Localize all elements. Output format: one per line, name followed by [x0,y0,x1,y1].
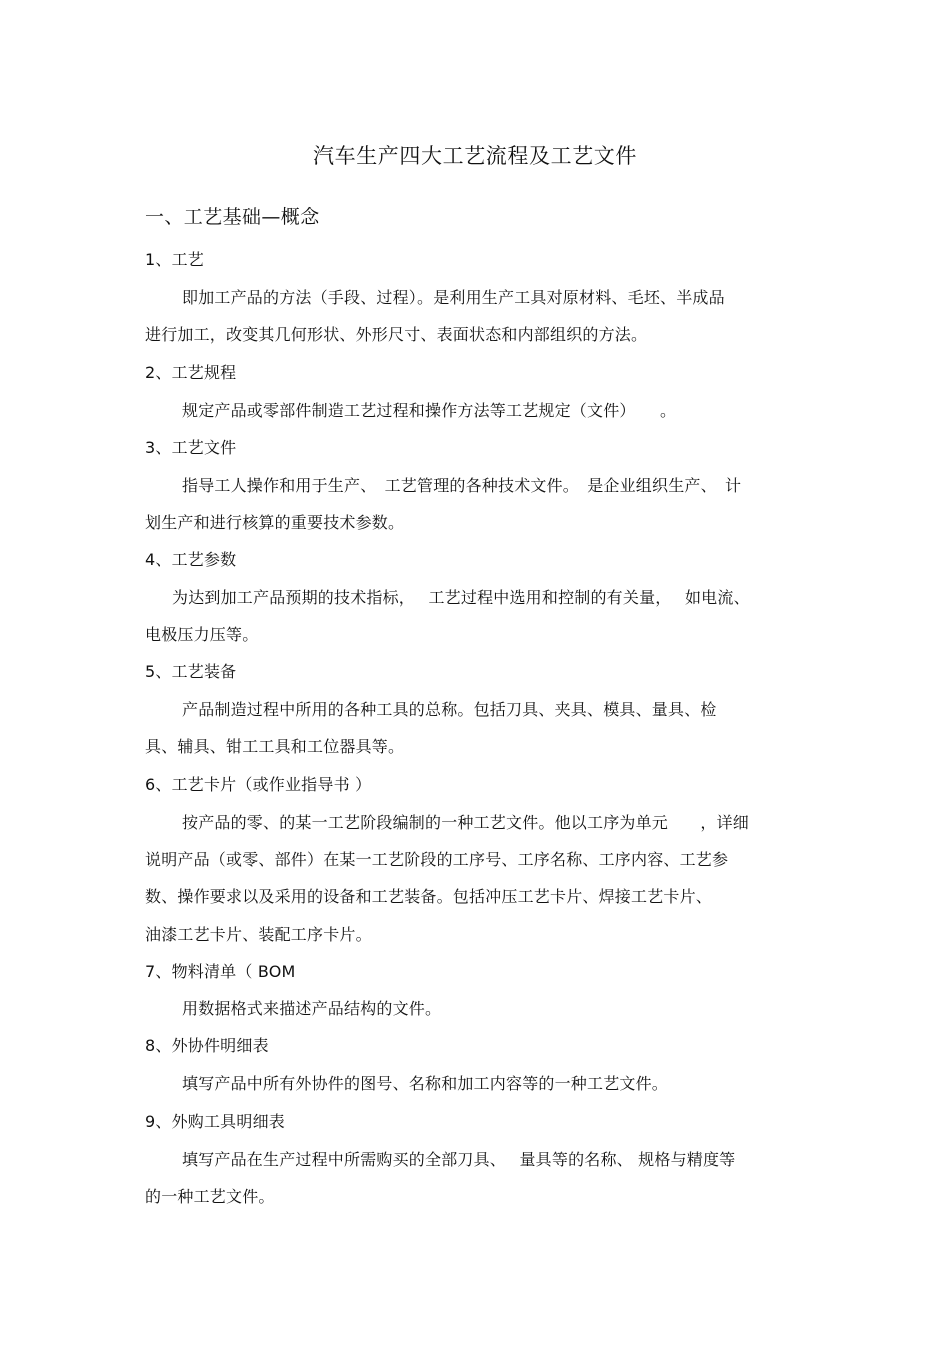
section-heading: 一、工艺基础—概念 [145,206,320,228]
item-text-line: 产品制造过程中所用的各种工具的总称。包括刀具、夹具、模具、量具、检 [182,700,717,719]
item-text-line: 规定产品或零部件制造工艺过程和操作方法等工艺规定（文件） 。 [182,401,677,420]
item-heading: 5、工艺装备 [145,662,237,681]
item-heading: 6、工艺卡片（或作业指导书 ） [145,775,372,794]
item-text-line: 电极压力压等。 [145,625,259,644]
item-heading: 2、工艺规程 [145,363,237,382]
item-heading: 1、工艺 [145,250,204,269]
item-text-line: 的一种工艺文件。 [145,1187,275,1206]
item-text-line: 填写产品在生产过程中所需购买的全部刀具、 量具等的名称、 规格与精度等 [182,1150,736,1169]
item-text-line: 划生产和进行核算的重要技术参数。 [145,513,405,532]
item-text-line: 为达到加工产品预期的技术指标， 工艺过程中选用和控制的有关量， 如电流、 [172,588,750,607]
item-heading: 8、外协件明细表 [145,1036,269,1055]
item-text-line: 说明产品（或零、部件）在某一工艺阶段的工序号、工序名称、工序内容、工艺参 [145,850,729,869]
item-text-line: 指导工人操作和用于生产、 工艺管理的各种技术文件。 是企业组织生产、 计 [182,476,742,495]
item-text-line: 数、操作要求以及采用的设备和工艺装备。包括冲压工艺卡片、焊接工艺卡片、 [145,887,713,906]
item-text-line: 即加工产品的方法（手段、过程）。是利用生产工具对原材料、毛坯、半成品 [182,288,725,307]
item-text-line: 按产品的零、的某一工艺阶段编制的一种工艺文件。他以工序为单元 ，详细 [182,813,750,832]
item-text-line: 用数据格式来描述产品结构的文件。 [182,999,442,1018]
item-text-line: 具、辅具、钳工工具和工位器具等。 [145,737,405,756]
document-title: 汽车生产四大工艺流程及工艺文件 [313,144,637,168]
item-heading: 9、外购工具明细表 [145,1112,285,1131]
item-text-line: 填写产品中所有外协件的图号、名称和加工内容等的一种工艺文件。 [182,1074,669,1093]
item-text-line: 油漆工艺卡片、装配工序卡片。 [145,925,372,944]
item-heading: 4、工艺参数 [145,550,237,569]
item-heading: 7、物料清单（ BOM [145,962,296,981]
item-heading: 3、工艺文件 [145,438,237,457]
item-text-line: 进行加工，改变其几何形状、外形尺寸、表面状态和内部组织的方法。 [145,325,648,344]
